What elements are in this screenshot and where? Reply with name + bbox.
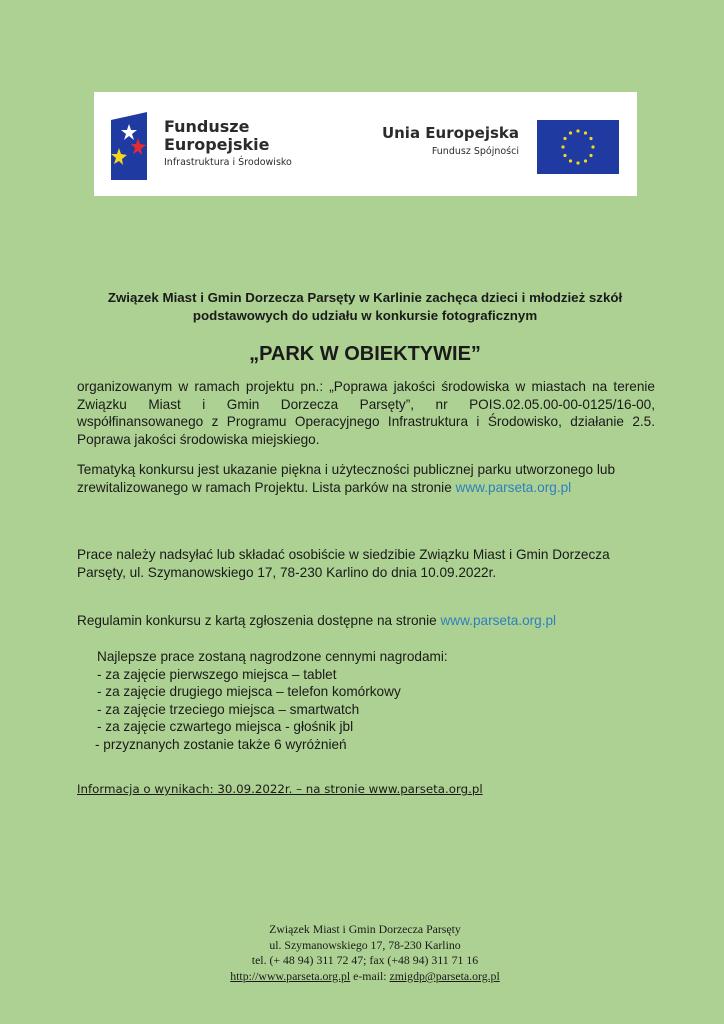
rules-paragraph (77, 612, 655, 630)
headline (70, 289, 660, 325)
footer-org: Związek Miast i Gmin Dorzecza Parsęty (269, 922, 461, 936)
prize-item: - za zajęcie trzeciego miejsca – smartwatch (97, 701, 360, 717)
rules-link[interactable]: www.parseta.org.pl (440, 613, 557, 628)
submission-paragraph: Prace należy nadsyłać lub składać osobiście w siedzibie Związku Miast i Gmin Dorzecza Parsęty, ul. Szymanowskiego 17, 78-230 Karlino do dnia 10.09.2022r. (77, 547, 610, 580)
fundusze-europejskie-flag-icon (111, 112, 147, 180)
ue-subtitle: Fundusz Spójności (431, 146, 519, 157)
prize-item: - za zajęcie drugiego miejsca – telefon komórkowy (97, 684, 401, 699)
unia-europejska-text (374, 124, 519, 157)
theme-link[interactable]: www.parseta.org.pl (455, 479, 572, 495)
prize-item: - za zajęcie czwartego miejsca - głośnik jbl (97, 719, 354, 734)
results-info: Informacja o wynikach: 30.09.2022r. – na stronie www.parseta.org.pl (77, 782, 483, 796)
footer (150, 922, 580, 984)
funding-logos-banner (94, 92, 637, 196)
fe-title-line2: Europejskie (164, 135, 270, 154)
ue-title: Unia Europejska (381, 124, 519, 142)
footer-website-link[interactable]: http://www.parseta.org.pl (230, 968, 351, 983)
theme-text: Tematyką konkursu jest ukazanie piękna i użyteczności publicznej parku utworzonego lub zrewitalizowanego w ramach Projektu. Lista parków na stronie (77, 462, 616, 495)
eu-flag-icon (537, 120, 619, 174)
footer-email-label: e-mail: (350, 968, 390, 983)
prizes-intro: Najlepsze prace zostaną nagrodzone cennymi nagrodami: (97, 649, 448, 664)
footer-email-link[interactable]: zmigdp@parseta.org.pl (389, 968, 500, 983)
prize-item: - przyznanych zostanie także 6 wyróżnień (95, 736, 347, 752)
fundusze-europejskie-text (164, 118, 292, 168)
headline-line2: podstawowych do udziału w konkursie fotograficznym (192, 308, 538, 323)
footer-address: ul. Szymanowskiego 17, 78-230 Karlino (269, 937, 461, 952)
theme-paragraph (77, 461, 655, 496)
footer-phone: tel. (+ 48 94) 311 72 47; fax (+48 94) 311 71 16 (251, 953, 479, 968)
fe-title-line1: Fundusze (164, 117, 250, 136)
footer-contact (150, 969, 580, 985)
project-paragraph: organizowanym w ramach projektu pn.: „Poprawa jakości środowiska w miastach na terenie Związku Miast i Gmin Dorzecza Parsęty”, nr POIS.02.05.00-00-0125/16-00, współfinansowanego z Programu Operacyjnego Infrastruktura i Środowisko, działanie 2.5. Poprawa jakości środowiska miejskiego. (77, 379, 655, 447)
prizes-list (97, 648, 597, 753)
rules-text: Regulamin konkursu z kartą zgłoszenia dostępne na stronie (77, 613, 441, 628)
headline-line1: Związek Miast i Gmin Dorzecza Parsęty w Karlinie zachęca dzieci i młodzież szkół (107, 290, 623, 305)
fe-subtitle: Infrastruktura i Środowisko (164, 157, 292, 168)
event-title: „PARK W OBIEKTYWIE” (249, 343, 481, 365)
prize-item: - za zajęcie pierwszego miejsca – tablet (97, 666, 337, 682)
